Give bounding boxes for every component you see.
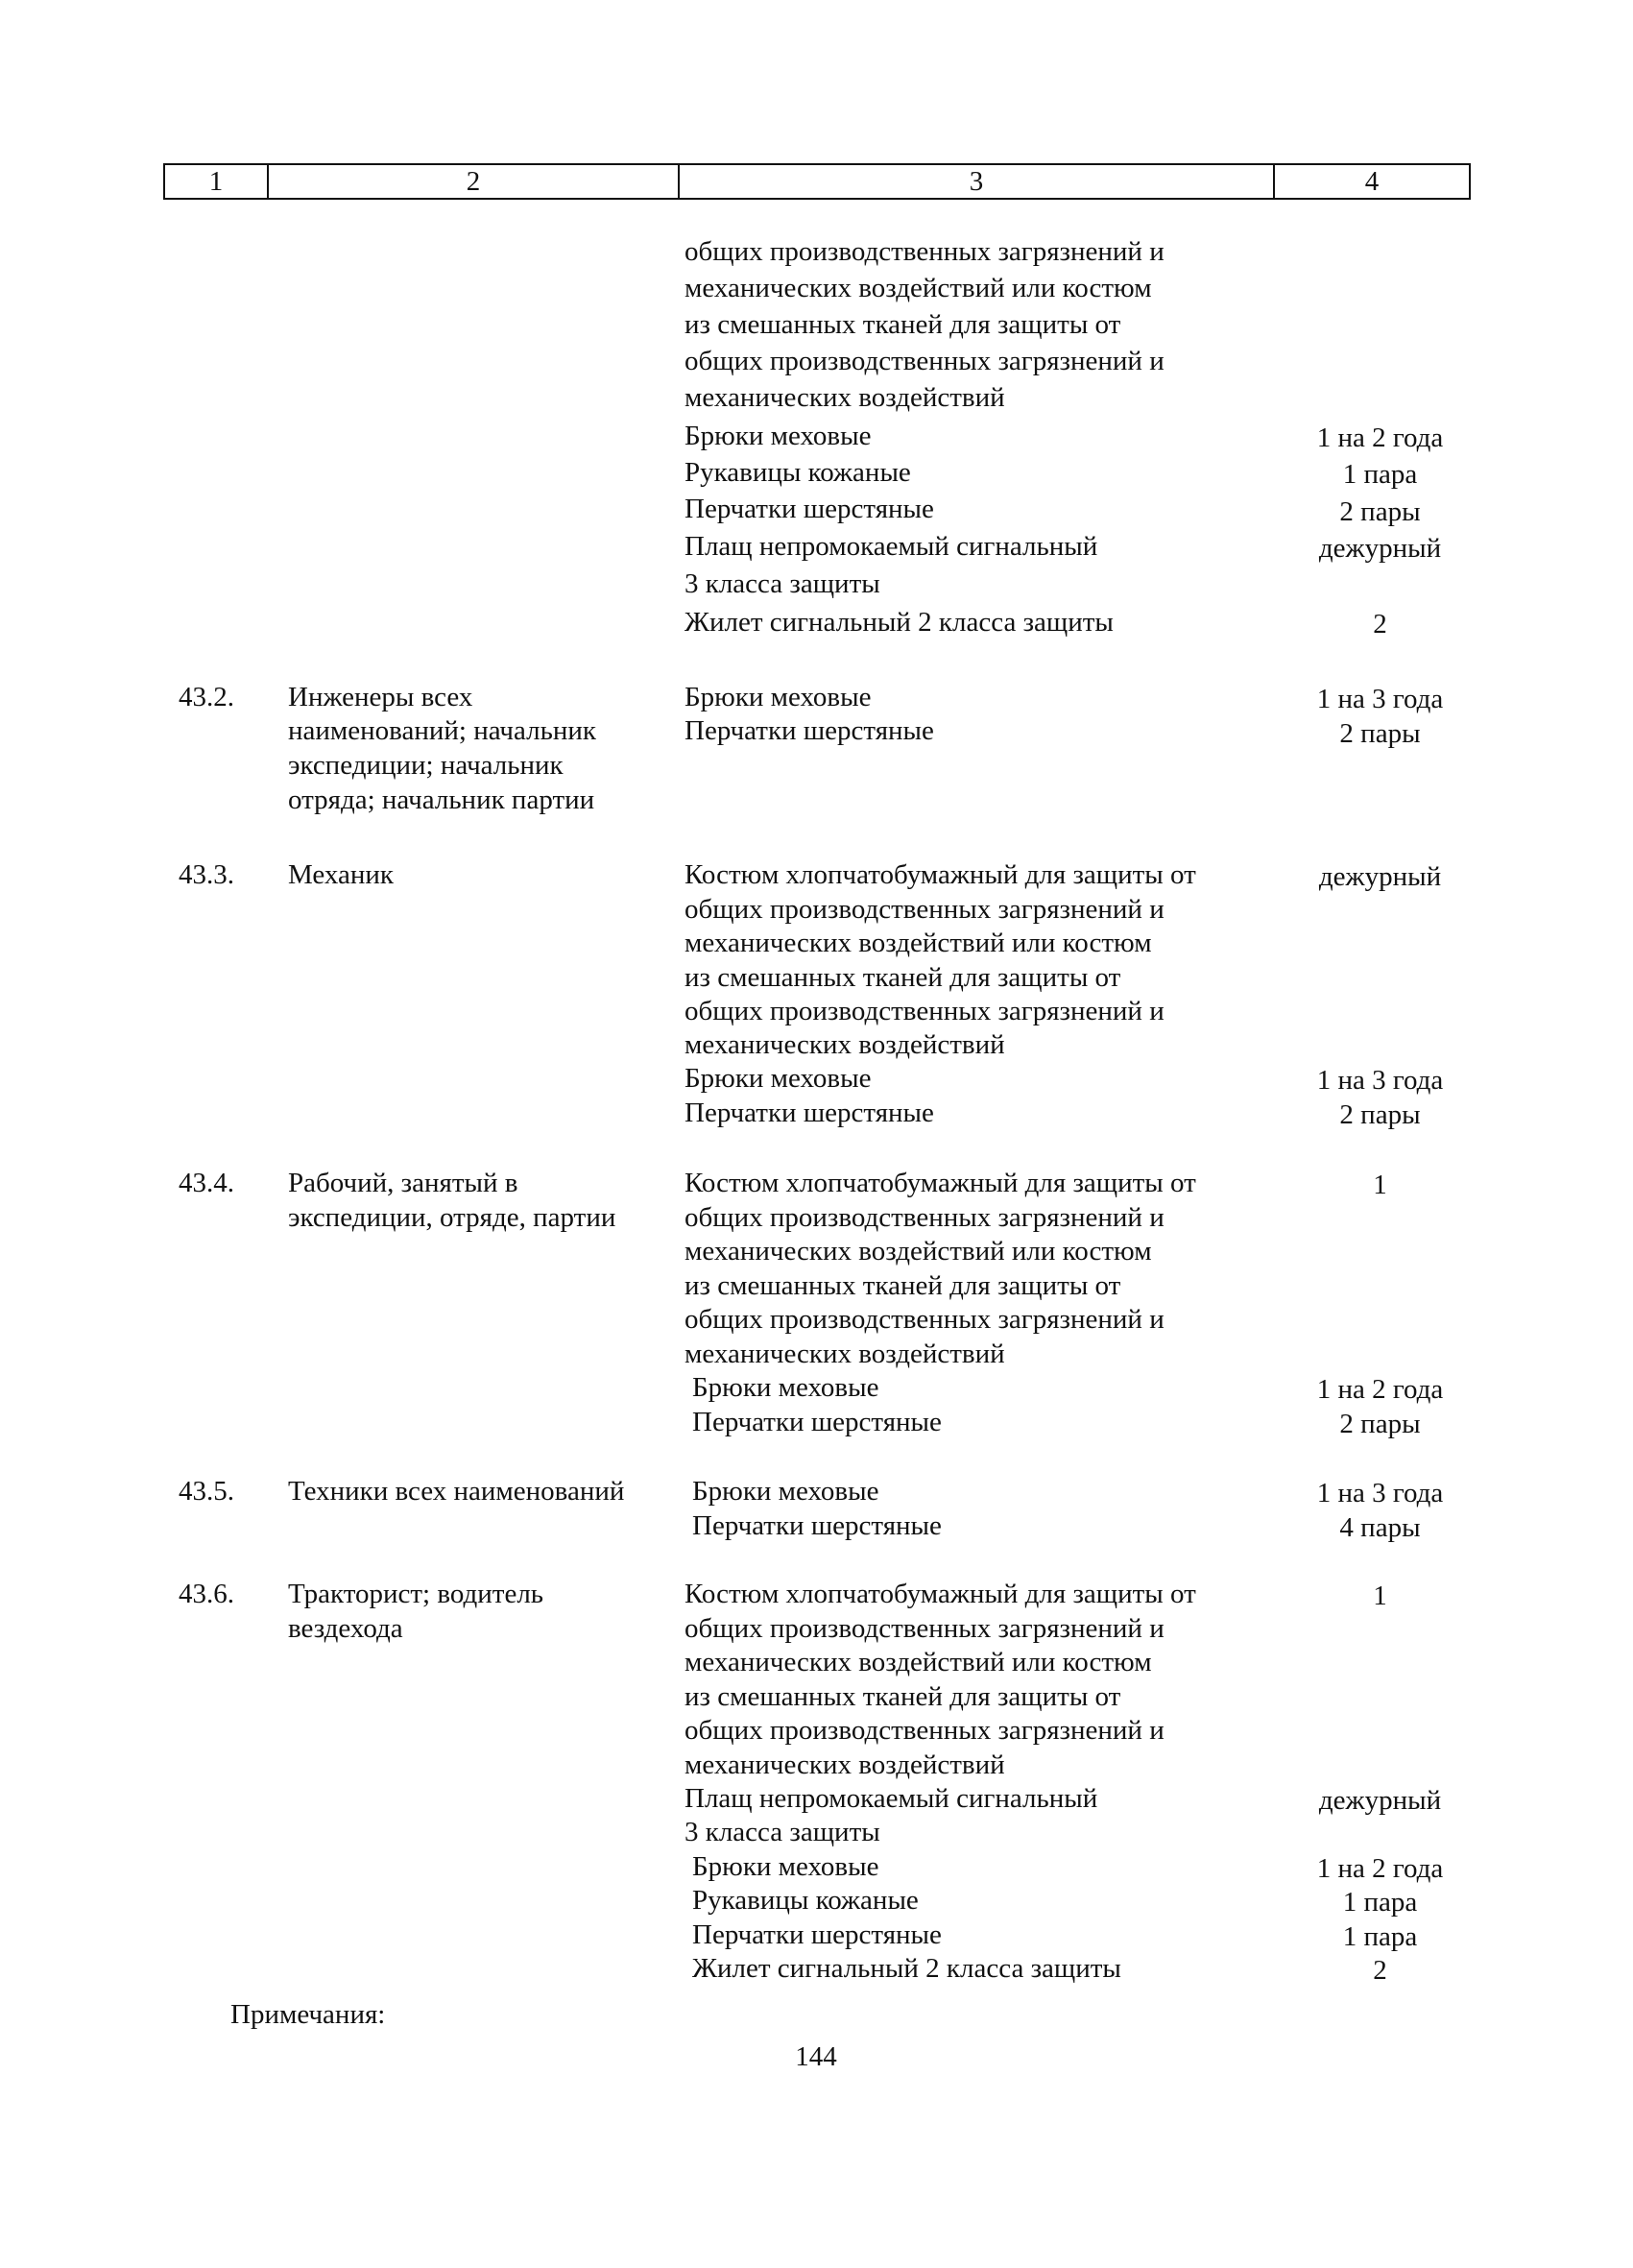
item-line: Брюки меховые	[684, 682, 872, 712]
position-line: Механик	[288, 859, 395, 890]
item-line: Костюм хлопчатобумажный для защиты от	[684, 859, 1196, 890]
item-line: механических воздействий или костюм	[684, 1647, 1152, 1677]
item-line: механических воздействий	[684, 1339, 1005, 1369]
norm-value: 1 на 3 года	[1316, 1065, 1444, 1096]
position-line: экспедиции; начальник	[288, 750, 564, 781]
item-line: общих производственных загрязнений и	[684, 1613, 1165, 1644]
column-number-header	[163, 163, 1471, 200]
item-line: механических воздействий или костюм	[684, 1236, 1152, 1267]
header-col-2: 2	[269, 165, 680, 198]
item-line: 3 класса защиты	[684, 568, 880, 599]
position-line: экспедиции, отряде, партии	[288, 1202, 616, 1233]
item-line: из смешанных тканей для защиты от	[684, 1270, 1121, 1301]
notes-label: Примечания:	[230, 1999, 386, 2030]
item-line: Перчатки шерстяные	[692, 1510, 942, 1541]
item-line: Брюки меховые	[692, 1851, 879, 1882]
item-line: общих производственных загрязнений и	[684, 1304, 1165, 1335]
item-line: Костюм хлопчатобумажный для защиты от	[684, 1168, 1196, 1198]
norm-value: 2 пары	[1339, 718, 1421, 749]
norm-value: 1 пара	[1342, 459, 1418, 490]
norm-value: 1 пара	[1342, 1921, 1418, 1952]
item-line: механических воздействий или костюм	[684, 928, 1152, 958]
item-line: из смешанных тканей для защиты от	[684, 309, 1121, 340]
item-line: общих производственных загрязнений и	[684, 1715, 1165, 1746]
row-number: 43.3.	[179, 859, 234, 890]
item-line: механических воздействий	[684, 382, 1005, 413]
item-line: механических воздействий	[684, 1029, 1005, 1060]
norm-value: 1 на 2 года	[1316, 422, 1444, 453]
norm-value: 1	[1373, 1580, 1387, 1611]
position-line: отряда; начальник партии	[288, 784, 595, 815]
item-line: Жилет сигнальный 2 класса защиты	[692, 1953, 1121, 1984]
item-line: Перчатки шерстяные	[684, 715, 934, 746]
position-line: Тракторист; водитель	[288, 1579, 544, 1609]
norm-value: дежурный	[1318, 533, 1442, 564]
item-line: Брюки меховые	[684, 1063, 872, 1094]
item-line: общих производственных загрязнений и	[684, 346, 1165, 376]
item-line: Рукавицы кожаные	[692, 1885, 919, 1916]
position-line: наименований; начальник	[288, 715, 596, 746]
norm-value: 1 пара	[1342, 1887, 1418, 1918]
row-number: 43.5.	[179, 1476, 234, 1507]
norm-value: 2 пары	[1339, 1409, 1421, 1439]
header-col-4: 4	[1364, 166, 1380, 197]
header-col-1: 1	[165, 165, 269, 198]
item-line: Рукавицы кожаные	[684, 457, 911, 488]
item-line: общих производственных загрязнений и	[684, 894, 1165, 925]
item-line: Плащ непромокаемый сигнальный	[684, 1783, 1098, 1814]
item-line: Жилет сигнальный 2 класса защиты	[684, 607, 1114, 638]
position-line: Инженеры всех	[288, 682, 473, 712]
norm-value: 2	[1373, 1955, 1387, 1986]
item-line: Костюм хлопчатобумажный для защиты от	[684, 1579, 1196, 1609]
item-line: Перчатки шерстяные	[692, 1407, 942, 1437]
page-number: 144	[795, 2041, 837, 2072]
row-number: 43.2.	[179, 682, 234, 712]
norm-value: 1 на 2 года	[1316, 1374, 1444, 1405]
row-number: 43.4.	[179, 1168, 234, 1198]
row-number: 43.6.	[179, 1579, 234, 1609]
item-line: Перчатки шерстяные	[692, 1919, 942, 1950]
item-line: механических воздействий или костюм	[684, 273, 1152, 303]
position-line: Техники всех наименований	[288, 1476, 625, 1507]
item-line: общих производственных загрязнений и	[684, 236, 1165, 267]
norm-value: 2 пары	[1339, 1099, 1421, 1130]
norm-value: дежурный	[1318, 1785, 1442, 1816]
item-line: механических воздействий	[684, 1749, 1005, 1780]
item-line: 3 класса защиты	[684, 1817, 880, 1847]
norm-value: дежурный	[1318, 861, 1442, 892]
item-line: из смешанных тканей для защиты от	[684, 962, 1121, 993]
norm-value: 1 на 2 года	[1316, 1853, 1444, 1884]
norm-value: 1 на 3 года	[1316, 1478, 1444, 1508]
item-line: общих производственных загрязнений и	[684, 996, 1165, 1026]
item-line: Плащ непромокаемый сигнальный	[684, 531, 1098, 562]
position-line: Рабочий, занятый в	[288, 1168, 518, 1198]
position-line: вездехода	[288, 1613, 403, 1644]
item-line: Перчатки шерстяные	[684, 1098, 934, 1128]
norm-value: 2 пары	[1339, 496, 1421, 527]
header-col-3: 3	[680, 165, 1275, 198]
norm-value: 4 пары	[1339, 1512, 1421, 1543]
item-line: Брюки меховые	[692, 1372, 879, 1403]
item-line: Перчатки шерстяные	[684, 494, 934, 524]
norm-value: 1	[1373, 1170, 1387, 1200]
item-line: Брюки меховые	[684, 421, 872, 451]
norm-value: 1 на 3 года	[1316, 684, 1444, 714]
item-line: общих производственных загрязнений и	[684, 1202, 1165, 1233]
item-line: из смешанных тканей для защиты от	[684, 1681, 1121, 1712]
norm-value: 2	[1373, 609, 1387, 639]
item-line: Брюки меховые	[692, 1476, 879, 1507]
